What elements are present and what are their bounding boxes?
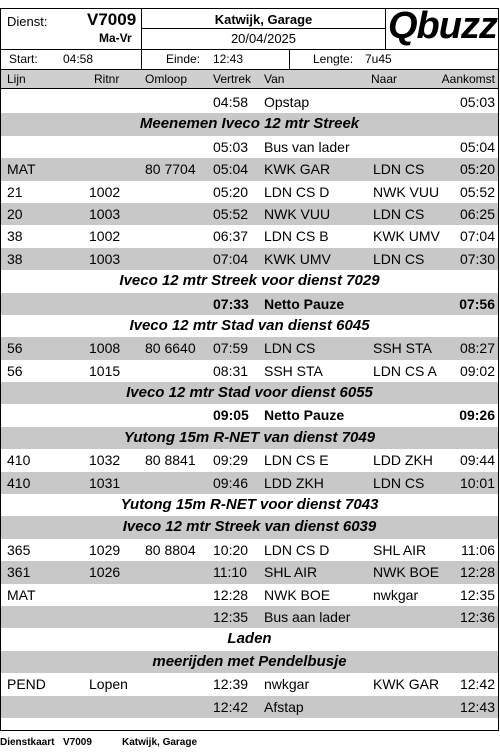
cell-naar: nwkgar [373, 586, 419, 603]
dienst-number: V7009 [87, 10, 137, 29]
cell-lijn: 38 [7, 250, 23, 267]
cell-naar: NWK BOE [373, 564, 440, 581]
cell-vertrek: 05:04 [213, 161, 249, 178]
trip-row [1, 449, 498, 471]
cell-vertrek: 08:31 [213, 362, 249, 379]
trip-row [1, 158, 498, 180]
cell-lijn: MAT [7, 586, 36, 603]
cell-aankomst: 09:44 [459, 452, 495, 469]
trip-row [1, 248, 498, 270]
cell-naar: SHL AIR [373, 541, 427, 558]
cell-omloop: 80 7704 [145, 161, 196, 178]
col-naar: Naar [371, 72, 398, 86]
divider [142, 28, 385, 29]
cell-vertrek: 07:04 [213, 250, 249, 267]
cell-omloop: 80 8804 [145, 541, 196, 558]
cell-vertrek: 12:42 [213, 698, 249, 715]
section-title: Yutong 15m R-NET van dienst 7049 [123, 428, 376, 446]
cell-naar: LDN CS A [373, 362, 437, 379]
cell-van: KWK GAR [264, 161, 331, 178]
col-van: Van [264, 72, 285, 86]
cell-vertrek: 12:28 [213, 586, 249, 603]
section-row [1, 516, 498, 538]
cell-naar: LDD ZKH [373, 452, 433, 469]
cell-aankomst: 12:43 [459, 698, 495, 715]
cell-vertrek: 10:20 [213, 541, 249, 558]
cell-lijn: 365 [7, 541, 31, 558]
qbuzz-logo: Qbuzz [388, 5, 497, 47]
cell-aankomst: 07:56 [459, 295, 495, 312]
cell-aankomst: 11:06 [461, 541, 495, 558]
section-row [1, 270, 498, 292]
cell-lijn: MAT [7, 161, 36, 178]
cell-lijn: 361 [7, 564, 31, 581]
cell-vertrek: 07:33 [213, 295, 249, 312]
end-label: Einde: [166, 52, 201, 66]
cell-aankomst: 12:28 [459, 564, 495, 581]
cell-ritnr: 1002 [89, 228, 121, 245]
cell-van: Netto Pauze [264, 407, 345, 424]
cell-ritnr: 1029 [89, 541, 121, 558]
trip-row [1, 181, 498, 203]
dienst-cell [1, 9, 142, 49]
cell-lijn: 410 [7, 474, 31, 491]
cell-vertrek: 04:58 [213, 94, 249, 110]
cell-ritnr: 1003 [89, 205, 121, 222]
cell-lijn: 56 [7, 340, 23, 357]
cell-vertrek: 05:03 [213, 138, 249, 155]
cell-vertrek: 11:10 [213, 564, 247, 581]
divider [141, 50, 142, 69]
info-row [1, 50, 498, 70]
cell-naar: LDN CS [373, 474, 425, 491]
trip-row [1, 673, 498, 695]
section-title: Yutong 15m R-NET voor dienst 7043 [120, 496, 379, 514]
footer-label: Dienstkaart [0, 737, 55, 748]
cell-naar: KWK GAR [373, 676, 440, 693]
trip-row [1, 203, 498, 225]
cell-ritnr: 1031 [89, 474, 121, 491]
section-title: Iveco 12 mtr Streek voor dienst 7029 [119, 272, 380, 290]
section-row [1, 427, 498, 449]
cell-vertrek: 12:39 [213, 676, 249, 693]
header [1, 5, 498, 50]
length-value: 7u45 [365, 52, 392, 66]
cell-lijn: 410 [7, 452, 31, 469]
cell-vertrek: 09:29 [213, 452, 249, 469]
location-date-cell [142, 9, 386, 49]
start-time: 04:58 [63, 52, 94, 66]
cell-ritnr: 1026 [89, 564, 121, 581]
trip-row [1, 561, 498, 583]
cell-van: Netto Pauze [264, 295, 345, 312]
section-title: Iveco 12 mtr Stad voor dienst 6055 [126, 384, 373, 402]
section-row [1, 494, 498, 516]
cell-naar: NWK VUU [373, 183, 440, 200]
trip-row [1, 337, 498, 359]
section-title: meerijden met Pendelbusje [152, 652, 347, 670]
location: Katwijk, Garage [214, 12, 313, 27]
col-lijn: Lijn [7, 72, 26, 86]
cell-aankomst: 12:35 [459, 586, 495, 603]
length-label: Lengte: [313, 52, 354, 66]
section-row [1, 113, 498, 135]
cell-aankomst: 12:42 [459, 676, 495, 693]
cell-aankomst: 05:03 [459, 94, 495, 110]
cell-van: SSH STA [264, 362, 323, 379]
cell-van: LDN CS D [264, 183, 330, 200]
cell-aankomst: 10:01 [459, 474, 495, 491]
trip-row [1, 225, 498, 247]
cell-van: Afstap [264, 698, 304, 715]
section-title: Laden [227, 630, 272, 648]
cell-ritnr: 1008 [89, 340, 121, 357]
section-title: Iveco 12 mtr Stad van dienst 6045 [129, 316, 370, 334]
footer-location: Katwijk, Garage [122, 737, 198, 748]
cell-vertrek: 05:52 [213, 205, 249, 222]
trip-row [1, 539, 498, 561]
cell-van: SHL AIR [264, 564, 318, 581]
cell-naar: KWK UMV [373, 228, 440, 245]
section-title: Meenemen Iveco 12 mtr Streek [139, 115, 360, 133]
cell-aankomst: 07:30 [459, 250, 495, 267]
cell-lijn: 38 [7, 228, 23, 245]
section-title: Iveco 12 mtr Streek van dienst 6039 [122, 518, 377, 536]
cell-ritnr: 1003 [89, 250, 121, 267]
dienst-label: Dienst: [7, 14, 48, 29]
footer-dienst-number: V7009 [63, 737, 92, 748]
col-aankomst: Aankomst [441, 72, 495, 86]
pause-row [1, 404, 498, 426]
trip-row [1, 360, 498, 382]
pause-row [1, 293, 498, 315]
section-row [1, 651, 498, 673]
cell-ritnr: 1002 [89, 183, 121, 200]
cell-aankomst: 09:26 [459, 407, 495, 424]
cell-aankomst: 08:27 [459, 340, 495, 357]
trip-row [1, 472, 498, 494]
col-ritnr: Ritnr [94, 72, 120, 86]
cell-van: KWK UMV [264, 250, 331, 267]
cell-van: LDN CS B [264, 228, 329, 245]
dienstkaart [0, 5, 499, 731]
cell-aankomst: 07:04 [459, 228, 495, 245]
cell-van: LDN CS D [264, 541, 330, 558]
cell-van: Bus van lader [264, 138, 350, 155]
cell-naar: SSH STA [373, 340, 432, 357]
logo-cell [386, 5, 498, 49]
cell-van: NWK VUU [264, 205, 331, 222]
cell-ritnr: 1015 [89, 362, 121, 379]
cell-van: LDN CS E [264, 452, 329, 469]
cell-naar: LDN CS [373, 250, 425, 267]
cell-aankomst: 09:02 [459, 362, 495, 379]
cell-aankomst: 12:36 [459, 608, 495, 625]
cell-naar: LDN CS [373, 205, 425, 222]
trip-row [1, 696, 498, 718]
divider [289, 50, 290, 69]
cell-omloop: 80 8841 [145, 452, 196, 469]
cell-ritnr: 1032 [89, 452, 121, 469]
col-omloop: Omloop [145, 72, 188, 86]
cell-ritnr: Lopen [89, 676, 128, 693]
cell-aankomst: 05:52 [459, 183, 495, 200]
cell-vertrek: 05:20 [213, 183, 249, 200]
cell-van: LDN CS [264, 340, 316, 357]
section-row [1, 315, 498, 337]
cell-van: nwkgar [264, 676, 310, 693]
trip-row [1, 584, 498, 606]
end-time: 12:43 [213, 52, 244, 66]
cell-vertrek: 09:05 [213, 407, 249, 424]
cell-vertrek: 07:59 [213, 340, 249, 357]
date: 20/04/2025 [230, 31, 297, 46]
cell-lijn: PEND [7, 676, 46, 693]
section-row [1, 382, 498, 404]
cell-vertrek: 12:35 [213, 608, 249, 625]
cell-van: Opstap [264, 94, 310, 110]
cell-van: NWK BOE [264, 586, 331, 603]
cell-aankomst: 05:04 [459, 138, 495, 155]
cell-vertrek: 09:46 [213, 474, 249, 491]
trip-row [1, 91, 498, 113]
cell-van: LDD ZKH [264, 474, 324, 491]
start-label: Start: [9, 52, 38, 66]
cell-omloop: 80 6640 [145, 340, 196, 357]
column-header [1, 70, 498, 89]
cell-lijn: 21 [7, 183, 23, 200]
cell-lijn: 56 [7, 362, 23, 379]
cell-vertrek: 06:37 [213, 228, 249, 245]
cell-aankomst: 06:25 [459, 205, 495, 222]
cell-van: Bus aan lader [264, 608, 351, 625]
cell-lijn: 20 [7, 205, 23, 222]
cell-aankomst: 05:20 [459, 161, 495, 178]
cell-naar: LDN CS [373, 161, 425, 178]
trip-row [1, 606, 498, 628]
col-vertrek: Vertrek [213, 72, 252, 86]
section-row [1, 628, 498, 650]
service-days: Ma-Vr [99, 31, 132, 45]
schedule-rows [1, 91, 498, 718]
trip-row [1, 136, 498, 158]
